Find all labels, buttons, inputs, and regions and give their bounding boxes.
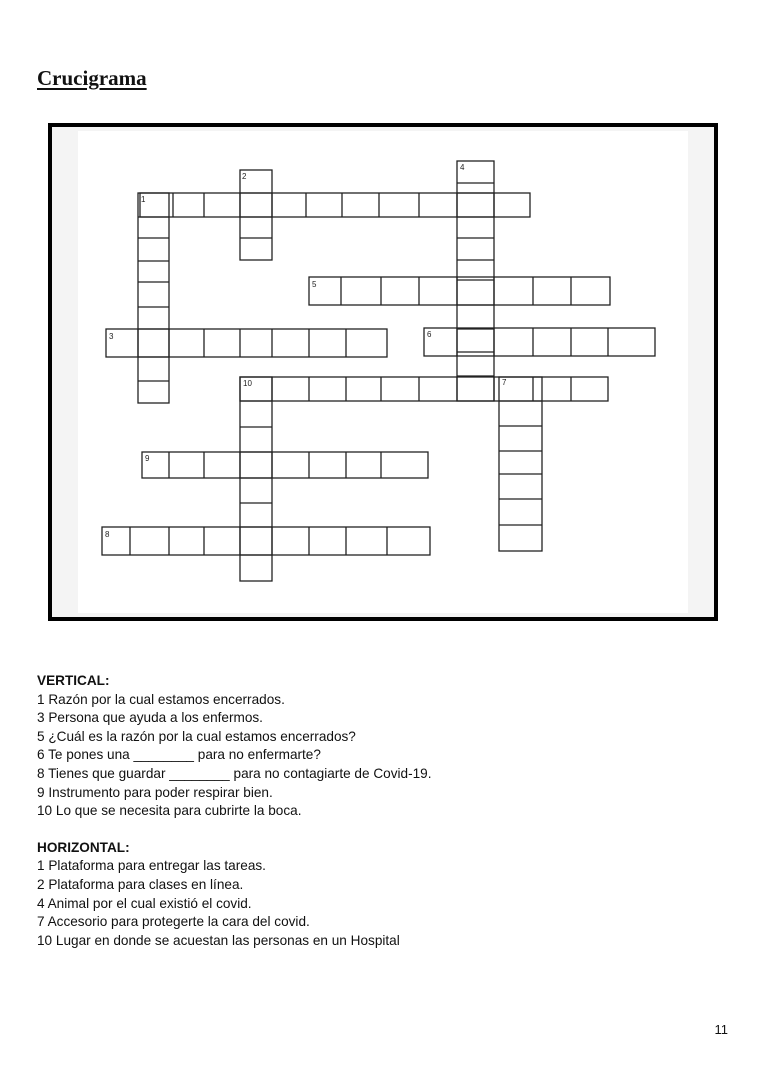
grid-number-8: 8 [105, 530, 110, 539]
vertical-clue: 3 Persona que ayuda a los enfermos. [37, 710, 263, 726]
vertical-clue: 10 Lo que se necesita para cubrirte la boca. [37, 803, 302, 819]
vertical-heading: VERTICAL: [37, 673, 110, 688]
grid-number-10: 10 [243, 379, 252, 388]
vertical-clue: 6 Te pones una ________ para no enfermarte? [37, 747, 321, 763]
clues-section [37, 672, 432, 950]
grid-number-7: 7 [502, 378, 507, 387]
horizontal-clue: 7 Accesorio para protegerte la cara del covid. [37, 914, 310, 930]
vertical-clue: 9 Instrumento para poder respirar bien. [37, 784, 273, 800]
page-title: Crucigrama [37, 66, 147, 90]
vertical-clue: 5 ¿Cuál es la razón por la cual estamos encerrados? [37, 728, 356, 744]
horizontal-clue: 4 Animal por el cual existió el covid. [37, 895, 252, 911]
grid-number-6: 6 [427, 330, 432, 339]
grid-cells [102, 161, 655, 581]
horizontal-heading: HORIZONTAL: [37, 839, 130, 855]
grid-number-1: 1 [141, 195, 146, 204]
horizontal-clue: 10 Lugar en donde se acuestan las personas en un Hospital [37, 932, 400, 948]
grid-number-4: 4 [460, 163, 465, 172]
grid-number-labels [105, 163, 507, 539]
crossword-frame [48, 123, 718, 621]
section-spacer [37, 821, 432, 839]
vertical-clue: 8 Tienes que guardar ________ para no contagiarte de Covid-19. [37, 765, 432, 781]
vertical-clue: 1 Razón por la cual estamos encerrados. [37, 691, 285, 707]
horizontal-clue: 2 Plataforma para clases en línea. [37, 876, 244, 892]
grid-number-3: 3 [109, 332, 114, 341]
grid-number-5: 5 [312, 280, 317, 289]
grid-number-2: 2 [242, 172, 247, 181]
horizontal-clue: 1 Plataforma para entregar las tareas. [37, 858, 266, 874]
crossword-grid [52, 127, 714, 617]
grid-number-9: 9 [145, 454, 150, 463]
page-number: 11 [714, 1022, 728, 1037]
